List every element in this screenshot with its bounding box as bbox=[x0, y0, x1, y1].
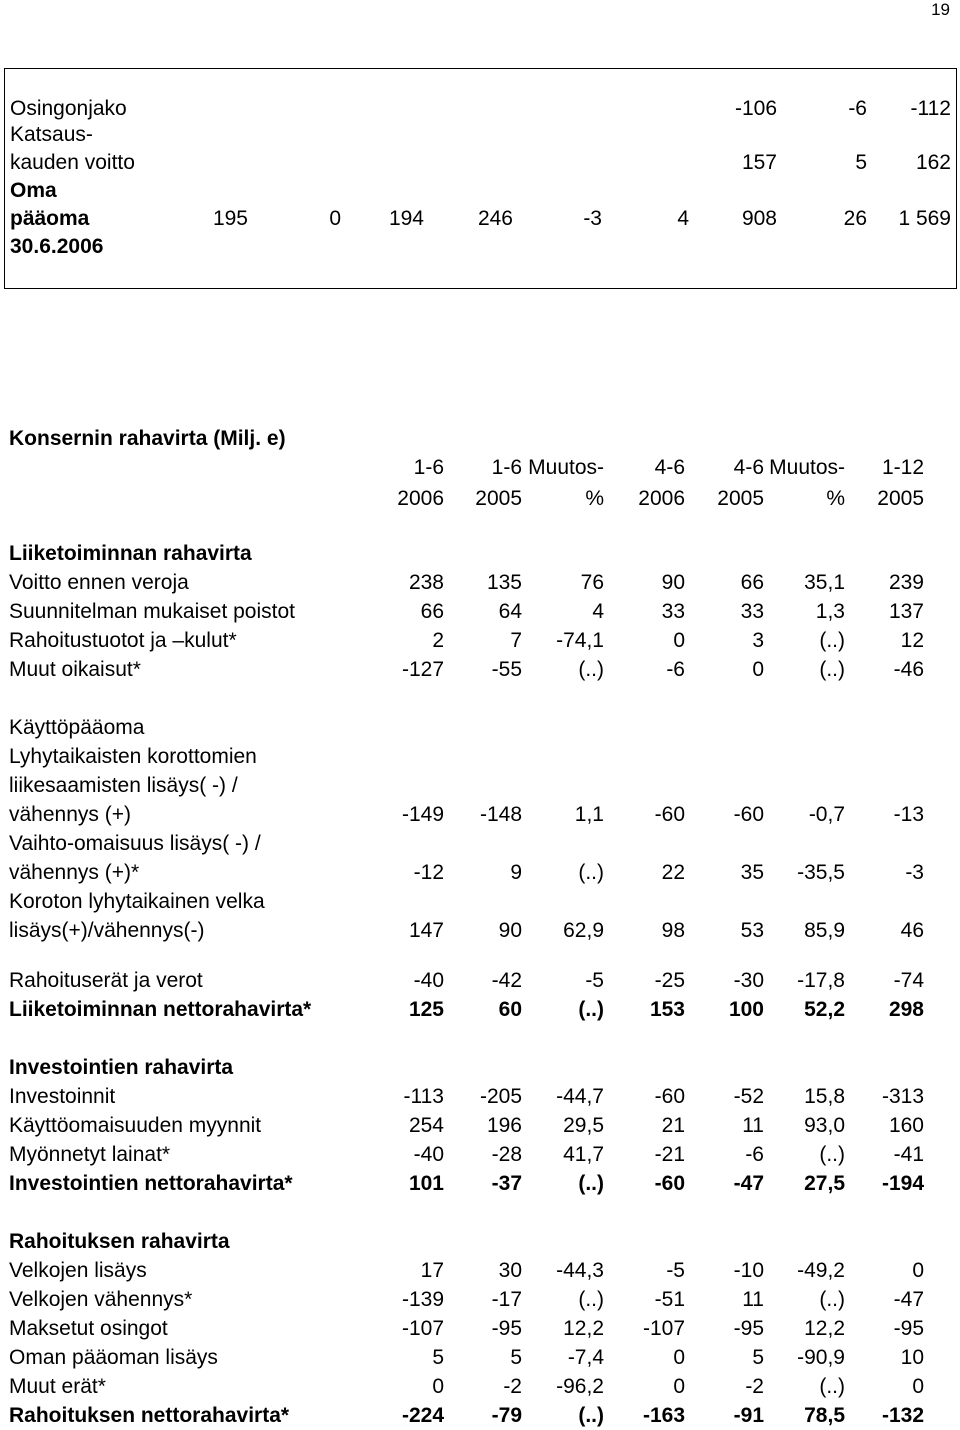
column-header: 2006 bbox=[638, 487, 685, 510]
row-label: Muut oikaisut* bbox=[9, 658, 141, 681]
row-value: 0 bbox=[432, 1375, 444, 1398]
row-value: 3 bbox=[752, 629, 764, 652]
row-value: 0 bbox=[673, 1375, 685, 1398]
row-label: liikesaamisten lisäys( -) / bbox=[9, 774, 238, 797]
row-value: -60 bbox=[733, 803, 764, 826]
row-value: 15,8 bbox=[804, 1085, 845, 1108]
row-value: 101 bbox=[408, 1172, 444, 1195]
row-value: 76 bbox=[580, 571, 604, 594]
table-row bbox=[0, 568, 960, 597]
row-value: (..) bbox=[578, 998, 604, 1021]
row-value: -17,8 bbox=[797, 969, 845, 992]
column-header: % bbox=[826, 487, 845, 510]
row-label: Muut erät* bbox=[9, 1375, 106, 1398]
row-value: 29,5 bbox=[563, 1114, 604, 1137]
row-value: -90,9 bbox=[797, 1346, 845, 1369]
table-row bbox=[0, 742, 960, 771]
row-value: -13 bbox=[893, 803, 924, 826]
row-value: -205 bbox=[479, 1085, 522, 1108]
row-label: Käyttöomaisuuden myynnit bbox=[9, 1114, 262, 1137]
row-value: -7,4 bbox=[567, 1346, 604, 1369]
row-value: -5 bbox=[585, 969, 604, 992]
table-row bbox=[0, 597, 960, 626]
row-value: 100 bbox=[728, 998, 764, 1021]
row-value: -0,7 bbox=[808, 803, 845, 826]
page-number: 19 bbox=[931, 0, 950, 19]
cash-flow-title: Konsernin rahavirta (Milj. e) bbox=[9, 427, 286, 450]
row-value: 7 bbox=[510, 629, 522, 652]
column-header: 4-6 bbox=[733, 456, 764, 479]
top-row-value: 194 bbox=[388, 207, 424, 230]
column-header: 2005 bbox=[475, 487, 522, 510]
table-row bbox=[0, 858, 960, 887]
table-row bbox=[0, 1082, 960, 1111]
column-header: 2005 bbox=[717, 487, 764, 510]
row-value: 11 bbox=[742, 1288, 764, 1311]
row-value: 0 bbox=[912, 1259, 924, 1282]
row-value: 78,5 bbox=[804, 1404, 845, 1427]
row-value: (..) bbox=[819, 658, 845, 681]
row-label: Lyhytaikaisten korottomien bbox=[9, 745, 257, 768]
row-value: 53 bbox=[740, 919, 764, 942]
row-value: -95 bbox=[491, 1317, 522, 1340]
column-header: Muutos- bbox=[769, 456, 845, 479]
table-row bbox=[0, 1227, 960, 1256]
row-value: 22 bbox=[661, 861, 685, 884]
row-value: -40 bbox=[413, 1143, 444, 1166]
column-header: 1-12 bbox=[881, 456, 924, 479]
row-value: 1,1 bbox=[574, 803, 604, 826]
row-value: 5 bbox=[752, 1346, 764, 1369]
top-row-value: 5 bbox=[855, 151, 867, 174]
row-value: 12,2 bbox=[804, 1317, 845, 1340]
row-value: -55 bbox=[491, 658, 522, 681]
row-value: -132 bbox=[881, 1404, 924, 1427]
row-value: -47 bbox=[893, 1288, 924, 1311]
row-value: -91 bbox=[733, 1404, 764, 1427]
row-value: -2 bbox=[503, 1375, 522, 1398]
row-value: -47 bbox=[733, 1172, 764, 1195]
row-value: 10 bbox=[900, 1346, 924, 1369]
row-value: -28 bbox=[491, 1143, 522, 1166]
row-label: Myönnetyt lainat* bbox=[9, 1143, 171, 1166]
row-value: 30 bbox=[498, 1259, 522, 1282]
top-row-value: 162 bbox=[915, 151, 951, 174]
top-row-value: -112 bbox=[910, 97, 951, 120]
row-value: -60 bbox=[654, 1172, 685, 1195]
row-value: -95 bbox=[733, 1317, 764, 1340]
row-value: -60 bbox=[654, 803, 685, 826]
row-value: -5 bbox=[666, 1259, 685, 1282]
row-value: -149 bbox=[401, 803, 444, 826]
row-value: (..) bbox=[819, 1375, 845, 1398]
row-value: -6 bbox=[666, 658, 685, 681]
row-value: -42 bbox=[491, 969, 522, 992]
table-row bbox=[0, 966, 960, 995]
row-value: -44,7 bbox=[556, 1085, 604, 1108]
row-value: (..) bbox=[578, 1172, 604, 1195]
row-value: 1,3 bbox=[815, 600, 845, 623]
top-row-value: -3 bbox=[583, 207, 602, 230]
row-value: 66 bbox=[740, 571, 764, 594]
table-row bbox=[0, 916, 960, 945]
row-value: 85,9 bbox=[804, 919, 845, 942]
row-label: vähennys (+)* bbox=[9, 861, 140, 884]
column-header: 2006 bbox=[397, 487, 444, 510]
row-label: Koroton lyhytaikainen velka bbox=[9, 890, 265, 913]
table-row bbox=[0, 713, 960, 742]
row-value: -60 bbox=[654, 1085, 685, 1108]
row-value: 238 bbox=[408, 571, 444, 594]
table-row bbox=[0, 1401, 960, 1430]
table-row bbox=[0, 1140, 960, 1169]
row-value: -51 bbox=[654, 1288, 685, 1311]
row-value: -74,1 bbox=[556, 629, 604, 652]
row-value: 0 bbox=[673, 629, 685, 652]
table-row bbox=[0, 829, 960, 858]
top-equity-table bbox=[4, 68, 957, 289]
row-value: 90 bbox=[661, 571, 685, 594]
table-row bbox=[0, 539, 960, 568]
row-value: -107 bbox=[642, 1317, 685, 1340]
row-value: (..) bbox=[578, 1288, 604, 1311]
row-value: 239 bbox=[888, 571, 924, 594]
row-value: -10 bbox=[733, 1259, 764, 1282]
top-row-value: 0 bbox=[329, 207, 341, 230]
table-row bbox=[0, 771, 960, 800]
row-label: Rahoituserät ja verot bbox=[9, 969, 203, 992]
table-row bbox=[0, 887, 960, 916]
row-value: -37 bbox=[491, 1172, 522, 1195]
row-label: Vaihto-omaisuus lisäys( -) / bbox=[9, 832, 261, 855]
row-label: Rahoituksen nettorahavirta* bbox=[9, 1404, 290, 1427]
top-row-value: 246 bbox=[477, 207, 513, 230]
top-row-value: 26 bbox=[843, 207, 867, 230]
row-value: 0 bbox=[912, 1375, 924, 1398]
table-row bbox=[0, 1285, 960, 1314]
top-row-value: 195 bbox=[212, 207, 248, 230]
row-value: -52 bbox=[733, 1085, 764, 1108]
row-value: (..) bbox=[819, 1288, 845, 1311]
row-label: Investointien rahavirta bbox=[9, 1056, 234, 1079]
top-row-value: 4 bbox=[677, 207, 689, 230]
row-value: -74 bbox=[893, 969, 924, 992]
row-value: 153 bbox=[649, 998, 685, 1021]
table-row bbox=[0, 1314, 960, 1343]
row-value: 0 bbox=[752, 658, 764, 681]
row-label: Suunnitelman mukaiset poistot bbox=[9, 600, 295, 623]
row-label: Rahoitustuotot ja –kulut* bbox=[9, 629, 237, 652]
table-row bbox=[0, 800, 960, 829]
row-label: Investointien nettorahavirta* bbox=[9, 1172, 293, 1195]
row-value: 4 bbox=[592, 600, 604, 623]
row-label: Maksetut osingot bbox=[9, 1317, 168, 1340]
row-label: Voitto ennen veroja bbox=[9, 571, 189, 594]
row-value: -95 bbox=[893, 1317, 924, 1340]
row-value: 5 bbox=[432, 1346, 444, 1369]
row-value: 11 bbox=[742, 1114, 764, 1137]
row-value: 60 bbox=[498, 998, 522, 1021]
row-label: lisäys(+)/vähennys(-) bbox=[9, 919, 205, 942]
top-row-label: Oma bbox=[10, 179, 57, 202]
table-row bbox=[0, 995, 960, 1024]
row-label: Oman pääoman lisäys bbox=[9, 1346, 218, 1369]
top-row-label: 30.6.2006 bbox=[10, 235, 104, 258]
row-value: 298 bbox=[888, 998, 924, 1021]
row-value: (..) bbox=[578, 1404, 604, 1427]
row-value: 52,2 bbox=[804, 998, 845, 1021]
row-value: -139 bbox=[401, 1288, 444, 1311]
row-value: 21 bbox=[661, 1114, 685, 1137]
row-value: -3 bbox=[905, 861, 924, 884]
row-label: Investoinnit bbox=[9, 1085, 116, 1108]
top-row-value: 157 bbox=[741, 151, 777, 174]
row-value: -12 bbox=[413, 861, 444, 884]
row-value: -96,2 bbox=[556, 1375, 604, 1398]
row-value: -6 bbox=[745, 1143, 764, 1166]
row-value: 2 bbox=[432, 629, 444, 652]
row-value: -49,2 bbox=[797, 1259, 845, 1282]
row-value: 33 bbox=[740, 600, 764, 623]
row-value: (..) bbox=[819, 1143, 845, 1166]
row-value: 135 bbox=[486, 571, 522, 594]
table-row bbox=[0, 655, 960, 684]
top-row-value: 908 bbox=[741, 207, 777, 230]
row-value: 64 bbox=[498, 600, 522, 623]
top-row-value: -6 bbox=[848, 97, 867, 120]
row-value: 147 bbox=[408, 919, 444, 942]
row-value: -2 bbox=[745, 1375, 764, 1398]
row-value: -127 bbox=[401, 658, 444, 681]
row-label: Velkojen lisäys bbox=[9, 1259, 147, 1282]
row-value: 5 bbox=[510, 1346, 522, 1369]
row-label: Liiketoiminnan rahavirta bbox=[9, 542, 252, 565]
row-value: 27,5 bbox=[804, 1172, 845, 1195]
row-value: (..) bbox=[819, 629, 845, 652]
row-value: -46 bbox=[893, 658, 924, 681]
row-label: Käyttöpääoma bbox=[9, 716, 145, 739]
row-label: Rahoituksen rahavirta bbox=[9, 1230, 230, 1253]
row-label: Velkojen vähennys* bbox=[9, 1288, 193, 1311]
row-value: (..) bbox=[578, 861, 604, 884]
row-value: -25 bbox=[654, 969, 685, 992]
table-row bbox=[0, 1169, 960, 1198]
top-row-value: 1 569 bbox=[898, 207, 951, 230]
row-value: -40 bbox=[413, 969, 444, 992]
table-row bbox=[0, 1372, 960, 1401]
table-row bbox=[0, 1256, 960, 1285]
row-value: 137 bbox=[888, 600, 924, 623]
column-header: 1-6 bbox=[491, 456, 522, 479]
row-value: 35 bbox=[740, 861, 764, 884]
top-row-label: kauden voitto bbox=[10, 151, 135, 174]
row-value: 46 bbox=[900, 919, 924, 942]
top-row-label: Osingonjako bbox=[10, 97, 127, 120]
column-header: 4-6 bbox=[654, 456, 685, 479]
row-value: 62,9 bbox=[563, 919, 604, 942]
row-value: -44,3 bbox=[556, 1259, 604, 1282]
row-value: 17 bbox=[420, 1259, 444, 1282]
row-value: 196 bbox=[486, 1114, 522, 1137]
row-value: (..) bbox=[578, 658, 604, 681]
top-row-label: Katsaus- bbox=[10, 123, 93, 146]
row-value: -113 bbox=[403, 1085, 444, 1108]
row-value: 33 bbox=[661, 600, 685, 623]
row-value: -163 bbox=[642, 1404, 685, 1427]
row-value: 98 bbox=[661, 919, 685, 942]
row-value: -21 bbox=[654, 1143, 685, 1166]
row-value: 90 bbox=[498, 919, 522, 942]
column-header: % bbox=[585, 487, 604, 510]
row-value: -41 bbox=[893, 1143, 924, 1166]
row-value: -313 bbox=[881, 1085, 924, 1108]
row-label: vähennys (+) bbox=[9, 803, 131, 826]
column-header: 1-6 bbox=[413, 456, 444, 479]
column-header: Muutos- bbox=[528, 456, 604, 479]
column-header: 2005 bbox=[877, 487, 924, 510]
row-value: 12 bbox=[900, 629, 924, 652]
row-value: 12,2 bbox=[563, 1317, 604, 1340]
row-value: 93,0 bbox=[804, 1114, 845, 1137]
row-value: 254 bbox=[408, 1114, 444, 1137]
row-value: 0 bbox=[673, 1346, 685, 1369]
row-value: -224 bbox=[401, 1404, 444, 1427]
row-value: 9 bbox=[510, 861, 522, 884]
table-row bbox=[0, 626, 960, 655]
table-row bbox=[0, 1343, 960, 1372]
table-row bbox=[0, 1053, 960, 1082]
row-value: -194 bbox=[881, 1172, 924, 1195]
row-value: -107 bbox=[401, 1317, 444, 1340]
row-value: -30 bbox=[733, 969, 764, 992]
table-row bbox=[0, 1111, 960, 1140]
row-value: 35,1 bbox=[804, 571, 845, 594]
row-value: 41,7 bbox=[563, 1143, 604, 1166]
row-value: 66 bbox=[420, 600, 444, 623]
top-row-label: pääoma bbox=[10, 207, 90, 230]
row-value: -148 bbox=[479, 803, 522, 826]
row-value: 160 bbox=[888, 1114, 924, 1137]
row-value: -35,5 bbox=[797, 861, 845, 884]
top-row-value: -106 bbox=[734, 97, 777, 120]
row-label: Liiketoiminnan nettorahavirta* bbox=[9, 998, 312, 1021]
row-value: 125 bbox=[408, 998, 444, 1021]
row-value: -79 bbox=[491, 1404, 522, 1427]
row-value: -17 bbox=[491, 1288, 522, 1311]
